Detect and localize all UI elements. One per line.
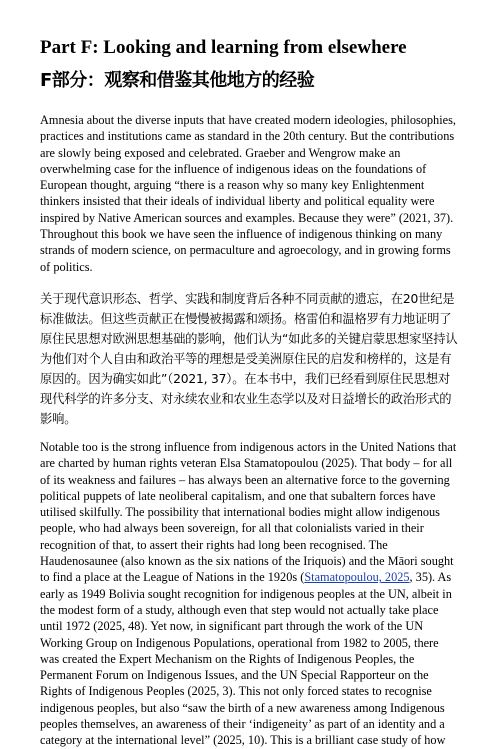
paragraph-text-after-link: , 35). As early as 1949 Bolivia sought recognition for indigenous peoples at the UN, albeit in the modest form of a study, although even that step would not actually take place until 1972 (2025, 48). Yet now, in significant part through the work of the UN Working Group on Indigenous Populations, operational from 1982 to 2005, there was created the Expert Mechanism on the Rights of Indigenous Peoples, the Permanent Forum on Indigenous Issues, and the UN Special Rapporteur on the Rights of Indigenous Peoples (2025, 3). This not only forced states to recognise indigenous peoples, but also “saw the birth of a new awareness among Indigenous peoples themselves, an awareness of their ‘indigeneity’ as part of an identity and a category at the international level” (2025, 10). This is a brilliant case study of how	[40, 570, 452, 748]
document-page	[40, 0, 460, 749]
section-heading-chinese: F部分：观察和借鉴其他地方的经验	[40, 70, 315, 91]
section-heading-english: Part F: Looking and learning from elsewhere	[40, 37, 407, 58]
paragraph-english-1: Amnesia about the diverse inputs that have created modern ideologies, philosophies, practices and institutions came as standard in the 20th century. But the contributions are slowly being exposed and celebrated. Graeber and Wengrow make an overwhelming case for the influence of indigenous ideas on the foundations of European thought, arguing “there is a reason why so many key Enlightenment thinkers insisted that their ideals of individual liberty and political equality were inspired by Native American sources and examples. Because they were” (2021, 37). Throughout this book we have seen the influence of indigenous thinking on many strands of modern science, on permaculture and agroecology, and in growing forms of politics.	[40, 113, 456, 274]
paragraph-chinese-1: 关于现代意识形态、哲学、实践和制度背后各种不同贡献的遗忘，在20世纪是标准做法。但这些贡献正在慢慢被揭露和颂扬。格雷伯和温格罗有力地证明了原住民思想对欧洲思想基础的影响，他们认为“如此多的关键启蒙思想家坚持认为他们对个人自由和政治平等的理想是受美洲原住民的启发和榜样的，这是有原因的。因为确实如此”（2021, 37）。在本书中，我们已经看到原住民思想对现代科学的许多分支、对永续农业和农业生态学以及对日益增长的政治形式的影响。	[40, 291, 458, 426]
citation-link-stamatopoulou[interactable]: Stamatopoulou, 2025	[304, 570, 410, 585]
paragraph-english-2	[40, 439, 460, 749]
paragraph-text-before-link: Notable too is the strong influence from indigenous actors in the United Nations that are charted by human rights veteran Elsa Stamatopoulou (2025). That body – for all of its weakness and failures – has always been an alternative force to the governing political puppets of late neoliberal capitalism, and one that subaltern forces have utilised skilfully. The possibility that international bodies might allow indigenous people, who had always been sovereign, for all that colonialists varied in their recognition of that, to assert their rights had long been recognised. The Haudenosaunee (also known as the six nations of the Iriquois) and the Māori sought to find a place at the League of Nations in the 1920s (	[40, 439, 457, 585]
